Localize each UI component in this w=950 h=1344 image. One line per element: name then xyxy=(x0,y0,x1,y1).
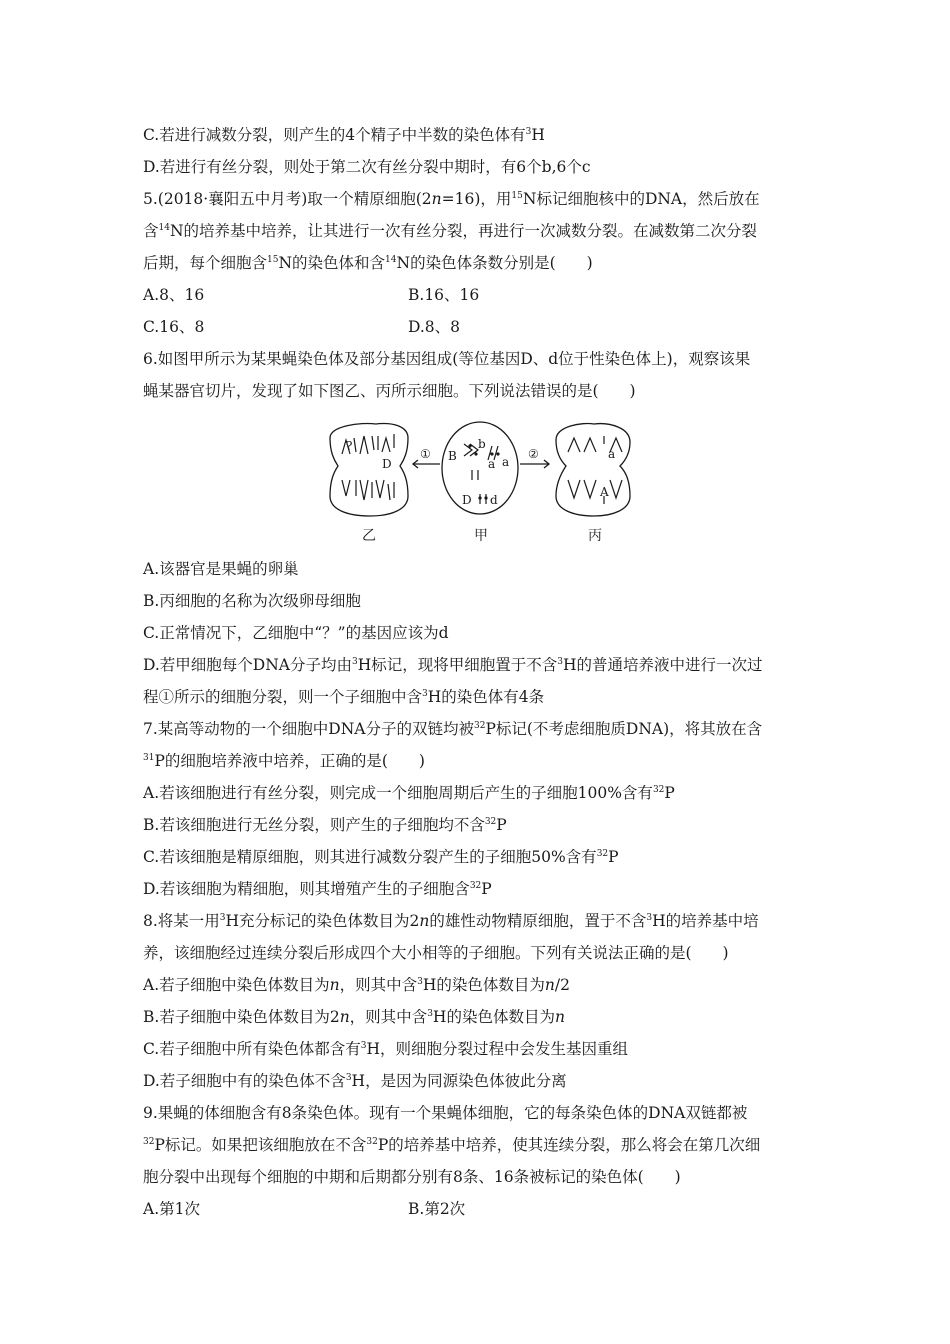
q6-option-a: A.该器官是果蝇的卵巢 xyxy=(143,560,299,578)
arrow-2-label: ② xyxy=(528,447,539,461)
q5-stem-line-2: 含$^{14}$N的培养基中培养，让其进行一次有丝分裂，再进行一次减数分裂。在减数第二次分裂 xyxy=(143,222,758,240)
q6-option-c: C.正常情况下，乙细胞中“？”的基因应该为d xyxy=(143,624,449,642)
q9-stem-line-2: $^{32}$P标记。如果把该细胞放在不含$^{32}$P的培养基中培养，使其连续分裂，那么将会在第几次细 xyxy=(143,1136,761,1154)
q7-option-d: D.若该细胞为精细胞，则其增殖产生的子细胞含$^{32}$P xyxy=(143,880,492,898)
q8-option-c: C.若子细胞中所有染色体都含有$^3$H，则细胞分裂过程中会发生基因重组 xyxy=(143,1040,629,1058)
cell-jia-gene-b-lower-label: b xyxy=(478,437,486,451)
q4-option-d: D.若进行有丝分裂，则处于第二次有丝分裂中期时，有6个b,6个c xyxy=(143,158,591,176)
cell-bing-gene-a-label: a xyxy=(608,447,616,461)
q8-option-b: B.若子细胞中染色体数目为2n，则其中含$^3$H的染色体数目为n xyxy=(143,1008,565,1026)
q9-options-row-1 xyxy=(143,1199,813,1219)
q4-option-c: C.若进行减数分裂，则产生的4个精子中半数的染色体有$^3$H xyxy=(143,126,545,144)
q8-option-a: A.若子细胞中染色体数目为n，则其中含$^3$H的染色体数目为n/2 xyxy=(143,976,570,994)
q5-option-c: C.16、8 xyxy=(143,318,205,336)
q5-option-a: A.8、16 xyxy=(143,286,205,304)
q7-option-a: A.若该细胞进行有丝分裂，则完成一个细胞周期后产生的子细胞100%含有$^{32}$P xyxy=(143,784,675,802)
q7-stem-line-2: $^{31}$P的细胞培养液中培养，正确的是( ) xyxy=(143,752,425,770)
q7-stem-line-1: 7.某高等动物的一个细胞中DNA分子的双链均被$^{32}$P标记(不考虑细胞质DNA)，将其放在含 xyxy=(143,720,763,738)
cell-bing-gene-a-upper-label: A xyxy=(600,485,609,499)
q9-option-b: B.第2次 xyxy=(408,1200,466,1218)
q5-options-row-2 xyxy=(143,317,813,337)
q7-option-b: B.若该细胞进行无丝分裂，则产生的子细胞均不含$^{32}$P xyxy=(143,816,507,834)
q5-stem-line-3: 后期，每个细胞含$^{15}$N的染色体和含$^{14}$N的染色体条数分别是( ) xyxy=(143,254,593,272)
q6-option-d-line-2: 程①所示的细胞分裂，则一个子细胞中含$^3$H的染色体有4条 xyxy=(143,688,545,706)
q6-stem-line-1: 6.如图甲所示为某果蝇染色体及部分基因组成(等位基因D、d位于性染色体上)，观察该果 xyxy=(143,350,751,368)
cell-jia-gene-d-upper-label: D xyxy=(462,493,472,507)
cell-jia-gene-d-lower-label: d xyxy=(490,493,498,507)
cell-bing-caption: 丙 xyxy=(588,528,602,544)
cell-jia-gene-dots xyxy=(468,444,499,499)
q5-option-d: D.8、8 xyxy=(408,318,461,336)
q6-option-b: B.丙细胞的名称为次级卵母细胞 xyxy=(143,592,361,610)
q9-stem-line-3: 胞分裂中出现每个细胞的中期和后期都分别有8条、16条被标记的染色体( ) xyxy=(143,1168,681,1186)
cell-bing-outline xyxy=(556,424,630,516)
q9-stem-line-1: 9.果蝇的体细胞含有8条染色体。现有一个果蝇体细胞，它的每条染色体的DNA双链都被 xyxy=(143,1104,748,1122)
q8-stem-line-2: 养，该细胞经过连续分裂后形成四个大小相等的子细胞。下列有关说法正确的是( ) xyxy=(143,944,729,962)
cell-yi-outline xyxy=(330,424,408,516)
cell-jia-gene-a1-label: a xyxy=(488,457,496,471)
cell-jia-caption: 甲 xyxy=(474,528,488,544)
cell-figure-svg xyxy=(320,418,640,546)
cell-yi-question-label: ? xyxy=(346,439,353,453)
cell-yi-caption: 乙 xyxy=(362,528,376,544)
cell-yi-gene-d-label: D xyxy=(382,457,392,471)
arrow-1-label: ① xyxy=(420,447,431,461)
cell-division-figure xyxy=(320,418,640,550)
q5-option-b: B.16、16 xyxy=(408,286,480,304)
q5-options-row-1 xyxy=(143,285,813,305)
q8-stem-line-1: 8.将某一用$^3$H充分标记的染色体数目为2n的雄性动物精原细胞，置于不含$^3$H的培养基中培 xyxy=(143,912,759,930)
q5-stem-line-1: 5.(2018·襄阳五中月考)取一个精原细胞(2n=16)，用$^{15}$N标记细胞核中的DNA，然后放在 xyxy=(143,190,760,208)
q8-option-d: D.若子细胞中有的染色体不含$^3$H，是因为同源染色体彼此分离 xyxy=(143,1072,567,1090)
q6-stem-line-2: 蝇某器官切片，发现了如下图乙、丙所示细胞。下列说法错误的是( ) xyxy=(143,382,636,400)
q6-option-d-line-1: D.若甲细胞每个DNA分子均由$^3$H标记，现将甲细胞置于不含$^3$H的普通培养液中进行一次过 xyxy=(143,656,763,674)
cell-jia-gene-b-upper-label: B xyxy=(448,449,457,463)
q9-option-a: A.第1次 xyxy=(143,1200,200,1218)
cell-jia-gene-a2-label: a xyxy=(502,455,510,469)
q7-option-c: C.若该细胞是精原细胞，则其进行减数分裂产生的子细胞50%含有$^{32}$P xyxy=(143,848,619,866)
